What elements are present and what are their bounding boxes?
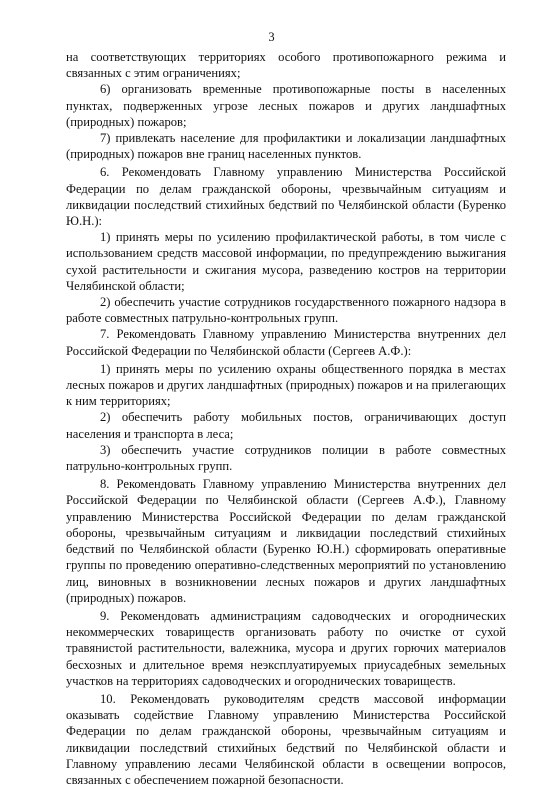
paragraph-continuation: на соответствующих территориях особого противопожарного режима и связанных с этим ограничениях; bbox=[66, 50, 506, 81]
paragraph-item-6-1: 1) принять меры по усилению профилактической работы, в том числе с использованием средств массовой информации, по предупреждению выжигания сухой растительности и сжигания мусора, разведению костров на территории Челябинской области; bbox=[66, 230, 506, 293]
paragraph-section-10: 10. Рекомендовать руководителям средств массовой информации оказывать содействие Главному управлению Министерства Российской Федерации по делам гражданской обороны, чрезвычайным ситуациям и ликвидации последствий стихийных бедствий по Челябинской области и Главному управлению лесами Челябинской области в освещении вопросов, связанных с обеспечением пожарной безопасности. bbox=[66, 691, 506, 787]
paragraph-section-8: 8. Рекомендовать Главному управлению Министерства внутренних дел Российской Федерации по Челябинской области (Сергеев А.Ф.), Главному управлению Министерства Российской Федерации по делам гражданской обороны, чрезвычайным ситуациям и ликвидации последствий стихийных бедствий по Челябинской области (Буренко Ю.Н.) сформировать оперативные группы по проведению оперативно-следственных мероприятий по установлению лиц, виновных в возникновении лесных пожаров и других ландшафтных (природных) пожаров. bbox=[66, 477, 506, 605]
paragraph-item-5-7: 7) привлекать население для профилактики и локализации ландшафтных (природных) пожаров вне границ населенных пунктов. bbox=[66, 131, 506, 162]
paragraph-item-5-6: 6) организовать временные противопожарные посты в населенных пунктах, подверженных угрозе лесных пожаров и других ландшафтных (природных) пожаров; bbox=[66, 82, 506, 129]
faint-stamp-watermark bbox=[226, 733, 326, 740]
paragraph-item-7-2: 2) обеспечить работу мобильных постов, ограничивающих доступ населения и транспорта в леса; bbox=[66, 410, 506, 441]
document-body bbox=[66, 49, 506, 788]
page-number: 3 bbox=[268, 30, 275, 44]
paragraph-section-6: 6. Рекомендовать Главному управлению Министерства Российской Федерации по делам гражданской обороны, чрезвычайным ситуациям и ликвидации последствий стихийных бедствий по Челябинской области (Буренко Ю.Н.): bbox=[66, 165, 506, 229]
paragraph-section-7: 7. Рекомендовать Главному управлению Министерства внутренних дел Российской Федерации по Челябинской области (Сергеев А.Ф.): bbox=[66, 327, 506, 358]
paragraph-item-7-3: 3) обеспечить участие сотрудников полиции в работе совместных патрульно-контрольных групп. bbox=[66, 442, 506, 474]
paragraph-item-7-1: 1) принять меры по усилению охраны общественного порядка в местах лесных пожаров и других ландшафтных (природных) пожаров и на прилегающих к ним территориях; bbox=[66, 361, 506, 409]
paragraph-section-9: 9. Рекомендовать администрациям садоводческих и огороднических некоммерческих товариществ организовать работу по очистке от сухой травянистой растительности, валежника, мусора и других горючих материалов бесхозных и длительное время неэксплуатируемых приусадебных земельных участков на территориях садоводческих и огороднических товариществ. bbox=[66, 608, 506, 688]
paragraph-item-6-2: 2) обеспечить участие сотрудников государственного пожарного надзора в работе совместных патрульно-контрольных групп. bbox=[66, 295, 506, 326]
